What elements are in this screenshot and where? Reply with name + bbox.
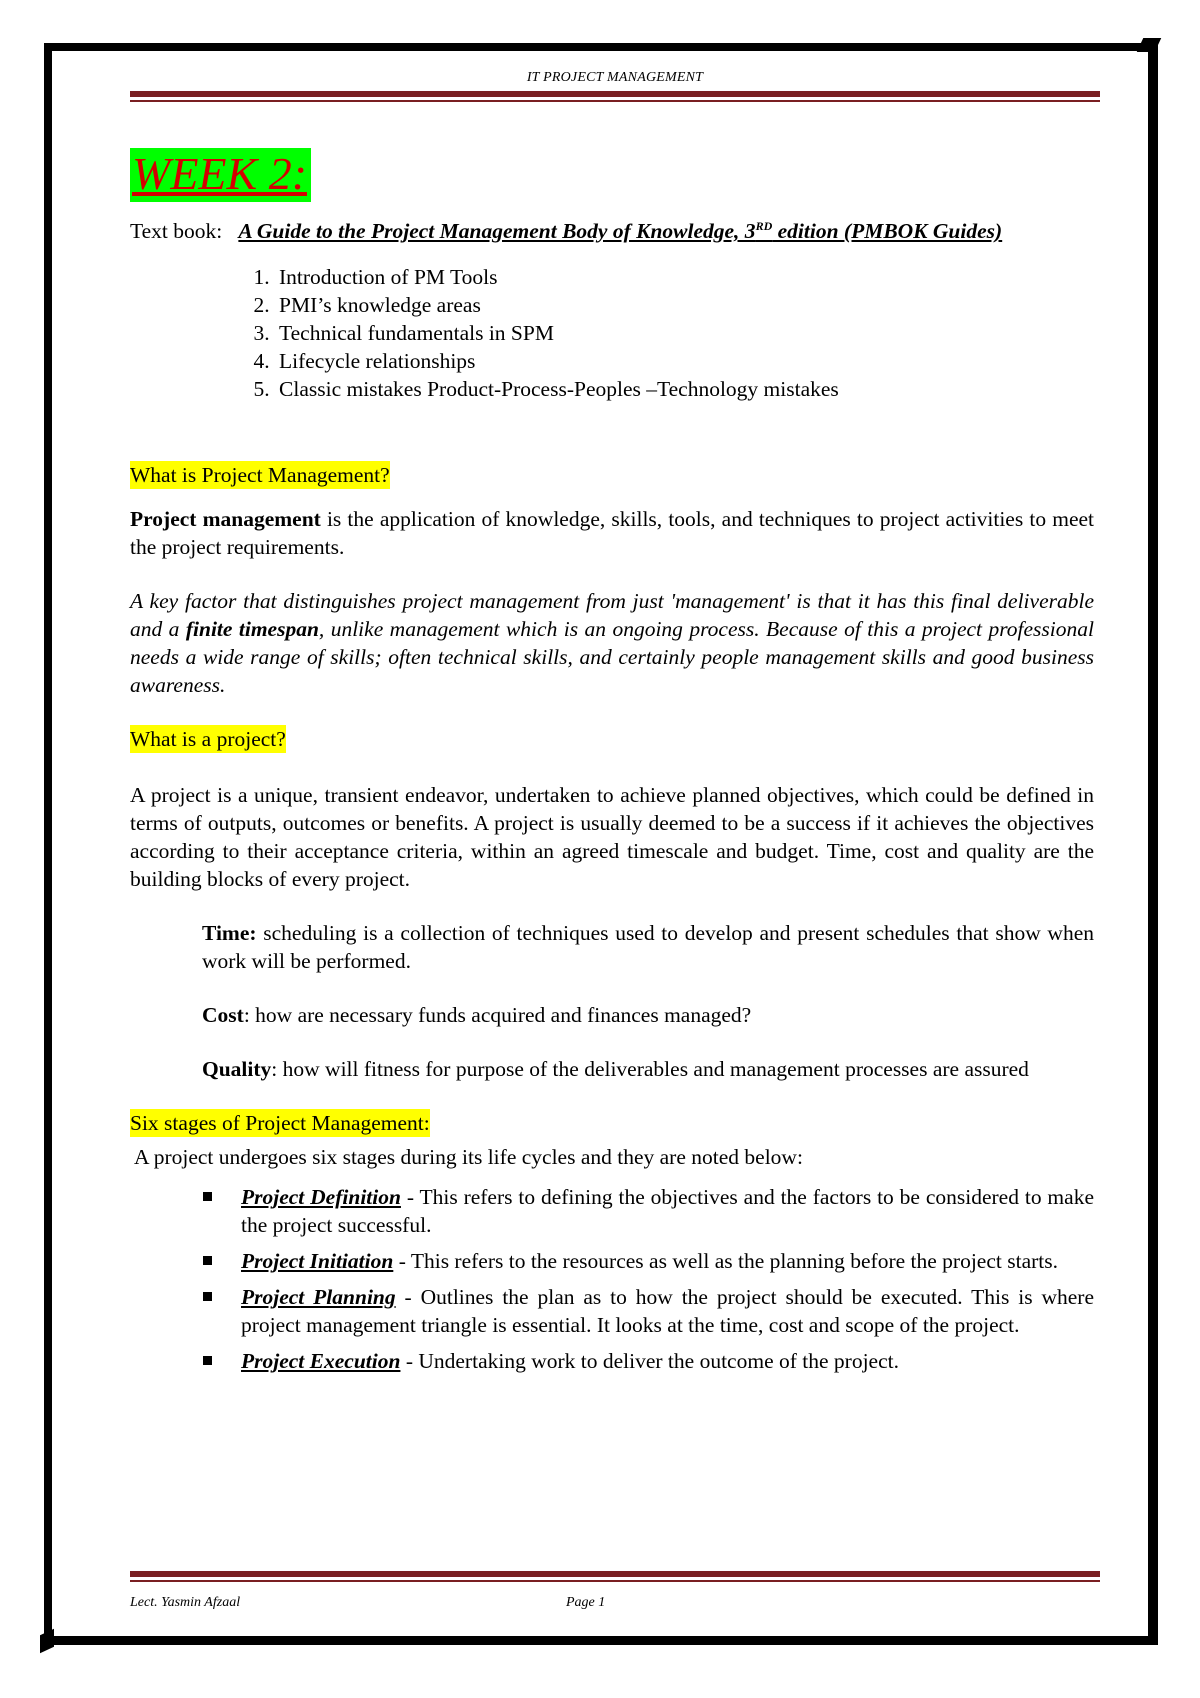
page-border-right [1148, 43, 1158, 1643]
bullet-icon [203, 1292, 212, 1301]
list-item: Project Definition - This refers to defining the objectives and the factors to be considered to make the project successful. [203, 1183, 1094, 1239]
stages-intro: A project undergoes six stages during its life cycles and they are noted below: [134, 1145, 803, 1170]
header-rule [130, 91, 1100, 97]
list-item: Project Planning - Outlines the plan as to how the project should be executed. This is where project management triangle is essential. It looks at the time, cost and scope of the project. [203, 1283, 1094, 1339]
bullet-icon [203, 1356, 212, 1365]
footer-rule [130, 1571, 1100, 1577]
footer-author: Lect. Yasmin Afzaal [130, 1595, 241, 1610]
list-item: Project Initiation - This refers to the resources as well as the planning before the project starts. [203, 1247, 1094, 1275]
pm-key-factor: A key factor that distinguishes project management from just 'management' is that it has this final deliverable and a finite timespan, unlike management which is an ongoing process. Because of this a project professional needs a wide range of skills; often technical skills, and certainly people management skills and good business awareness. [130, 589, 1094, 698]
week-title: WEEK 2: [130, 148, 311, 202]
page-body [130, 148, 1094, 1383]
textbook-reference [130, 212, 1094, 245]
running-header: IT PROJECT MANAGEMENT [526, 70, 704, 85]
list-item: 1. Introduction of PM Tools [275, 263, 1094, 291]
pm-definition: Project management is the application of knowledge, skills, tools, and techniques to project activities to meet the project requirements. [130, 507, 1095, 560]
project-definition: A project is a unique, transient endeavor, undertaken to achieve planned objectives, which could be defined in terms of outputs, outcomes or benefits. A project is usually deemed to be a success if it achieves the objectives according to their acceptance criteria, within an agreed timescale and budget. Time, cost and quality are the building blocks of every project. [130, 783, 1094, 892]
header-rule-thin [130, 100, 1100, 102]
page-number: Page 1 [566, 1595, 606, 1610]
page-border-bottom [44, 1636, 1158, 1645]
textbook-label: Text book: [130, 219, 223, 244]
term: Project management [130, 507, 321, 532]
list-item: 4. Lifecycle relationships [275, 347, 1094, 375]
page-border-top [44, 43, 1156, 51]
page-border-corner [40, 1629, 54, 1654]
bullet-icon [203, 1256, 212, 1265]
topic-list [130, 263, 1094, 403]
stages-list [130, 1183, 1094, 1375]
list-item: 3. Technical fundamentals in SPM [275, 319, 1094, 347]
section-heading: Six stages of Project Management: [130, 1111, 430, 1136]
quality-item: Quality: how will fitness for purpose of the deliverables and management processes are assured [202, 1057, 1029, 1082]
list-item: 2. PMI’s knowledge areas [275, 291, 1094, 319]
textbook-title: A Guide to the Project Management Body of Knowledge, 3RD edition (PMBOK Guides) [238, 219, 1003, 244]
section-heading: What is a project? [130, 727, 286, 752]
list-item: 5. Classic mistakes Product-Process-Peoples –Technology mistakes [275, 375, 1094, 403]
section-heading: What is Project Management? [130, 463, 390, 488]
cost-item: Cost: how are necessary funds acquired and finances managed? [202, 1003, 752, 1028]
page-border-left [44, 43, 52, 1643]
bullet-icon [203, 1192, 212, 1201]
footer-rule-thin [130, 1580, 1100, 1582]
time-item: Time: scheduling is a collection of techniques used to develop and present schedules that show when work will be performed. [202, 921, 1094, 974]
list-item: Project Execution - Undertaking work to deliver the outcome of the project. [203, 1347, 1094, 1375]
